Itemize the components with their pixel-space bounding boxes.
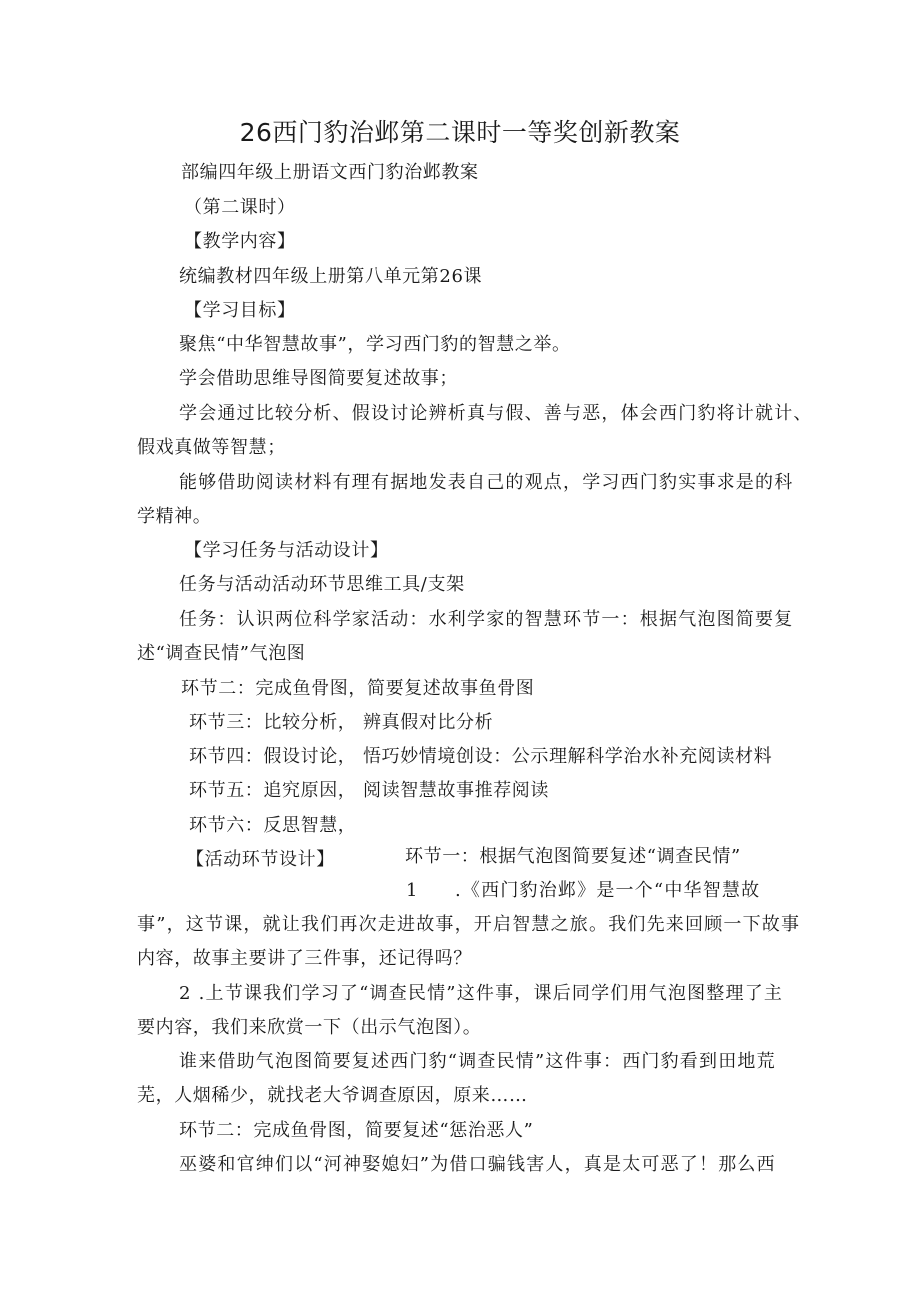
step-label: 环节三：比较分析， — [189, 712, 357, 733]
section-heading-goals: 【学习目标】 — [184, 300, 296, 321]
goal-line: 学会借助思维导图简要复述故事； — [179, 368, 458, 389]
goal-line: 假戏真做等智慧； — [137, 437, 286, 458]
activity-step-title: 环节一：根据气泡图简要复述“调查民情” — [405, 846, 741, 867]
subtitle-line: 部编四年级上册语文西门豹治邺教案 — [181, 162, 479, 183]
task-line: 述“调查民情”气泡图 — [137, 643, 306, 664]
section-heading-content: 【教学内容】 — [184, 231, 296, 252]
step-desc: 阅读智慧故事推荐阅读 — [363, 780, 549, 801]
task-line: 环节二：完成鱼骨图，简要复述故事鱼骨图 — [181, 678, 535, 699]
goal-line: 能够借助阅读材料有理有据地发表自己的观点，学习西门豹实事求是的科 — [179, 472, 794, 493]
paragraph-line: 2 .上节课我们学习了“调查民情”这件事，课后同学们用气泡图整理了主 — [179, 983, 784, 1004]
content-text: 统编教材四年级上册第八单元第26课 — [179, 266, 483, 287]
task-line: 任务与活动活动环节思维工具/支架 — [179, 574, 465, 595]
paragraph-line: 要内容，我们来欣赏一下（出示气泡图）。 — [137, 1017, 482, 1038]
goal-line: 聚焦“中华智慧故事”，学习西门豹的智慧之举。 — [179, 334, 571, 355]
section-heading-activity: 【活动环节设计】 — [186, 849, 335, 870]
step-label: 环节四：假设讨论， — [189, 746, 357, 767]
step-desc: 悟巧妙情境创设：公示理解科学治水补充阅读材料 — [363, 746, 773, 767]
section-heading-tasks: 【学习任务与活动设计】 — [184, 540, 389, 561]
goal-line: 学精神。 — [137, 506, 212, 527]
paragraph-line: 内容，故事主要讲了三件事，还记得吗？ — [137, 948, 472, 969]
item-number: 1 — [406, 880, 419, 901]
step-label: 环节六：反思智慧， — [189, 815, 357, 836]
step-desc: 辨真假对比分析 — [363, 712, 494, 733]
activity-step-title: 环节二：完成鱼骨图，简要复述“惩治恶人” — [179, 1120, 534, 1141]
task-line: 任务：认识两位科学家活动：水利学家的智慧环节一：根据气泡图简要复 — [179, 609, 794, 630]
paragraph-line: 事”，这节课，就让我们再次走进故事，开启智慧之旅。我们先来回顾一下故事 — [137, 914, 801, 935]
paragraph-line: 芜，人烟稀少，就找老大爷调查原因，原来…… — [137, 1085, 528, 1106]
step-label: 环节五：追究原因， — [189, 780, 357, 801]
goal-line: 学会通过比较分析、假设讨论辨析真与假、善与恶，体会西门豹将计就计、 — [179, 403, 813, 424]
paragraph-line: 巫婆和官绅们以“河神娶媳妇”为借口骗钱害人，真是太可恶了！那么西 — [179, 1154, 776, 1175]
lesson-period: （第二课时） — [184, 197, 296, 218]
document-title: 26西门豹治邺第二课时一等奖创新教案 — [239, 118, 681, 147]
paragraph-line: 谁来借助气泡图简要复述西门豹“调查民情”这件事：西门豹看到田地荒 — [179, 1051, 776, 1072]
paragraph-line: .《西门豹治邺》是一个“中华智慧故 — [455, 880, 761, 901]
